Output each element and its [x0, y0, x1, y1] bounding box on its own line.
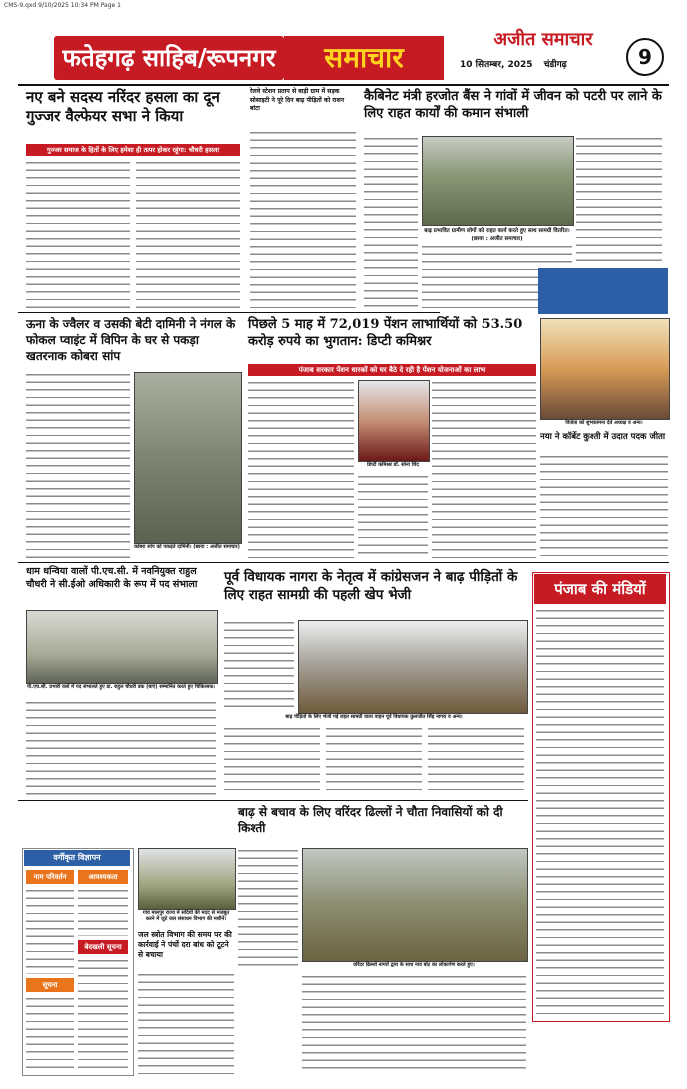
story-body — [250, 130, 356, 310]
ad-banner — [538, 268, 668, 314]
section-label: समाचार — [284, 36, 444, 80]
story-body — [428, 726, 524, 796]
news-photo — [26, 610, 218, 684]
classified-text — [26, 888, 74, 974]
story-headline: बाढ़ से बचाव के लिए वरिंदर ढिल्लों ने चौता निवासियों को दी किश्ती — [238, 805, 503, 835]
story-body — [248, 380, 354, 558]
story-headline: पिछले 5 माह में 72,019 पेंशन लाभार्थियों को 53.50 करोड़ रुपये का भुगतान: डिप्टी कमिश्नर — [248, 317, 523, 349]
story-headline: धाम धन्विया वालों पी.एच.सी. में नवनियुक्त राहुल चौधरी ने सी.ईओ अधिकारी के रूप में पद संभाला — [26, 566, 198, 590]
story-headline: ऊना के ज्वैलर व उसकी बेटी दामिनी ने नंगल के फोकल प्वाइंट में विपिन के घर से पकड़ा खतरनाक कोबरा सांप — [26, 317, 236, 363]
story-body — [358, 474, 428, 558]
story-subheadline: पंजाब सरकार पेंशन धारकों को घर बैठे दे रही है पेंशन योजनाओं का लाभ — [248, 364, 536, 376]
classified-section: सूचना — [26, 978, 74, 992]
page-number: 9 — [626, 38, 664, 76]
story-body — [432, 380, 536, 558]
photo-caption: वरिंदर ढिल्लों नागरों द्वारा के साथ नाव बोट का लोकार्पण करते हुए। — [353, 962, 475, 968]
story-headline: कैबिनेट मंत्री हरजोत बैंस ने गांवों में जीवन को पटरी पर लाने के लिए राहत कार्यों की कमान संभाली — [364, 89, 662, 121]
story-headline: नए बने सदस्य नरिंदर हसला का दून गुज्जर वैल्फेयर सभा ने किया — [26, 88, 220, 125]
news-photo — [302, 848, 528, 962]
date: 10 सितम्बर, 2025 — [460, 60, 533, 70]
newspaper-name: अजीत समाचार — [493, 29, 593, 50]
city: चंडीगढ़ — [543, 60, 567, 70]
story-headline: पूर्व विधायक नागरा के नेतृत्व में कांग्रेसजन ने बाढ़ पीड़ितों के लिए राहत सामग्री की पहली खेप भेजी — [224, 569, 518, 603]
divider — [18, 800, 528, 801]
photo-caption: कोबरा सांप को पकड़ते दामिनी। (छाया : अजीत समाचार) — [134, 544, 240, 550]
news-photo — [134, 372, 242, 544]
story-body — [138, 972, 234, 1074]
photo-caption: गांव मालपुर राज्य में सदियों की मदद से मजबूत करने में जुटे जल संसाधन विभाग की मशीनें। — [142, 910, 230, 922]
photo-caption: बाढ़ प्रभावित ग्रामीण लोगों को राहत कार्य करते हुए साथ सामग्री वितरित। (छाया : अजीत समाचार) — [424, 228, 570, 242]
story-headline: रेलवे स्टेशन प्रताप से बाड़ी ग्राम में सड़क सोसाइटी ने पूरे दिन बाढ़ पीड़ितों को राशन बांटा — [250, 88, 345, 112]
classified-title: वर्गीकृत विज्ञापन — [24, 850, 130, 866]
masthead-rule — [18, 84, 669, 86]
mandi-title: पंजाब की मंडियों — [534, 574, 666, 604]
photo-caption: डिप्टी कमिश्नर डॉ. सोना थिंद — [367, 462, 419, 468]
story-body — [540, 454, 668, 558]
story-subheadline: गुज्जर समाज के हितों के लिए हमेशा ही तत्पर होकर रहूंगा: चौधरी हसला — [26, 144, 240, 156]
story-body — [26, 372, 130, 558]
classified-text — [26, 996, 74, 1070]
classified-section: नाम परिवर्तन — [26, 870, 74, 884]
news-photo — [298, 620, 528, 714]
photo-caption: पी.एच.सी. प्रभारी वलों में पद संभालते हुए डा. राहुल चौधरी डक (बाएं) सम्मानित करते हुए चिकित्सक। — [27, 684, 215, 690]
story-body — [576, 136, 662, 264]
story-body — [364, 136, 418, 310]
print-slug: CMS-9.qxd 9/10/2025 10:34 PM Page 1 — [4, 2, 121, 9]
classified-section: बेदखली सूचना — [78, 940, 128, 954]
story-headline: नया ने कॉर्बेट कुश्ती में उदात पदक जीता — [540, 432, 666, 442]
news-photo — [422, 136, 574, 226]
section-banner: फतेहगढ़ साहिब/रूपनगर — [54, 36, 284, 80]
portrait-photo — [358, 380, 430, 462]
story-body — [224, 726, 320, 796]
story-body — [136, 160, 240, 310]
news-photo — [138, 848, 236, 910]
divider — [18, 562, 669, 563]
classified-text — [78, 958, 128, 1070]
news-photo — [540, 318, 670, 420]
date-line — [460, 57, 630, 71]
photo-caption: विजेता को शुभकामना देते अध्यक्ष व अन्य। — [565, 420, 643, 426]
story-body — [302, 974, 526, 1074]
story-body — [224, 620, 294, 712]
mandi-prices — [536, 608, 664, 1016]
story-body — [26, 160, 130, 310]
story-body — [26, 700, 216, 796]
classified-text — [78, 888, 128, 936]
story-headline: जल स्त्रोत विभाग की समय पर की कार्रवाई ने पंचों दरा बांध को टूटने से बचाया — [138, 930, 232, 959]
story-body — [238, 848, 298, 968]
photo-caption: बाढ़ पीड़ितों के लिए भेजी गई राहत सामग्री वाला वाहन पूर्व विधायक कुलजीत सिंह नागरा व अन्य। — [285, 714, 463, 720]
story-body — [326, 726, 422, 796]
divider — [18, 312, 440, 313]
classified-section: आवश्यकता — [78, 870, 128, 884]
